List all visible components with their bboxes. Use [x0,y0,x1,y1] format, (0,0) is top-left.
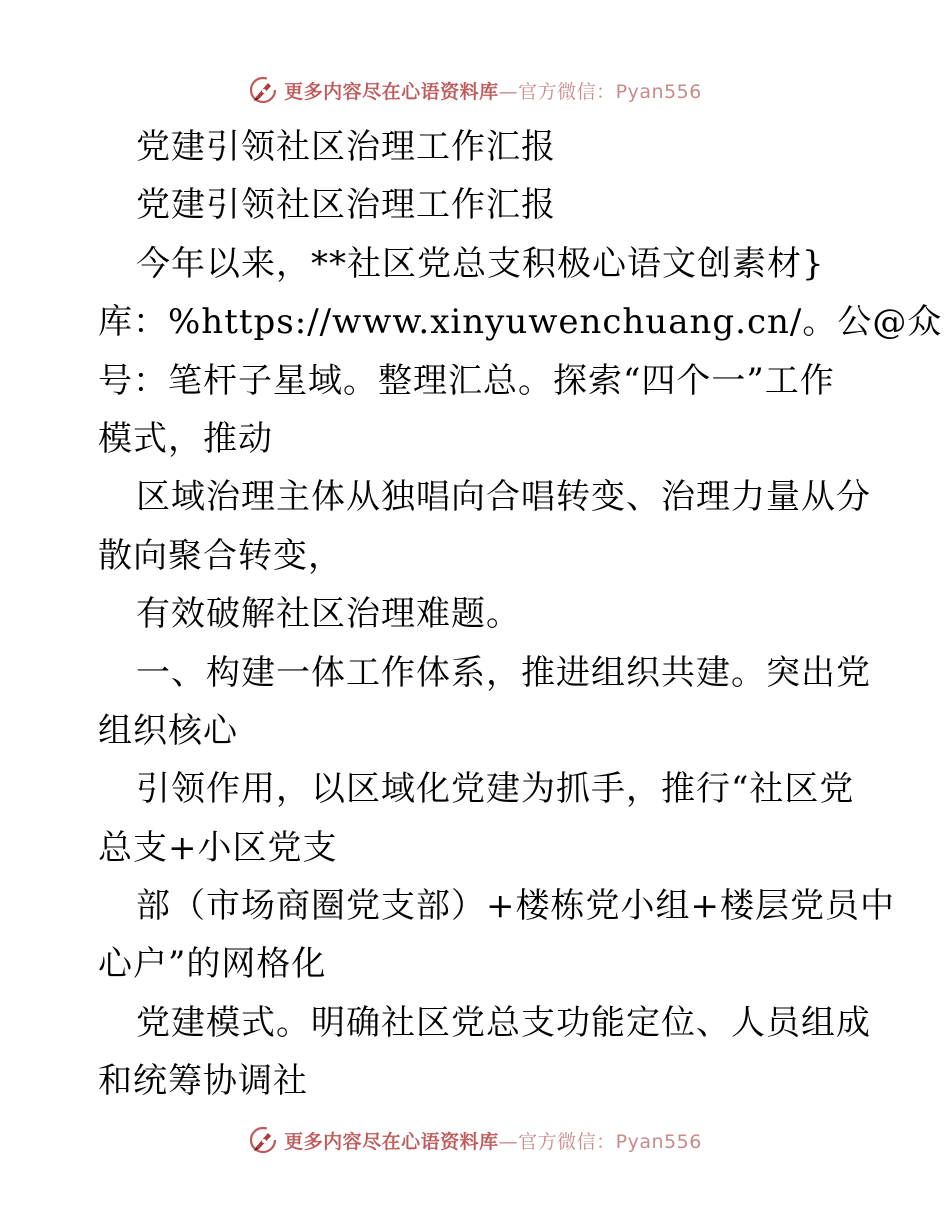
document-body [98,118,943,1111]
paragraph-line: 号：笔杆子星域。整理汇总。探索“四个一”工作 [98,360,835,401]
paragraph-line: 引领作用，以区域化党建为抓手，推行“社区党 [136,769,855,810]
section-heading: 一、构建一体工作体系，推进组织共建。突出党 [136,652,871,693]
paragraph-line: 散向聚合转变， [98,535,343,576]
header-banner [0,70,950,110]
paragraph-line: 总支+小区党支 [98,827,338,868]
banner-text [284,77,702,104]
paragraph-line: 区域治理主体从独唱向合唱转变、治理力量从分 [136,477,871,518]
quill-pen-logo-icon [248,75,278,105]
paragraph-line: 库：%https://www.xinyuwenchuang.cn/。公@众 [98,302,943,343]
paragraph-line: 部（市场商圈党支部）+楼栋党小组+楼层党员中 [136,886,895,927]
paragraph-line: 有效破解社区治理难题。 [136,594,521,635]
quill-pen-logo-icon [248,1125,278,1155]
paragraph-line: 心户”的网格化 [98,944,327,985]
paragraph-line: 党建模式。明确社区党总支功能定位、人员组成 [136,1002,871,1043]
paragraph-line: 组织核心 [98,710,238,751]
banner-text [284,1127,702,1154]
doc-title: 党建引领社区治理工作汇报 [136,127,556,167]
paragraph-line: 今年以来，**社区党总支积极心语文创素材} [136,243,825,284]
banner-brand: 更多内容尽在心语资料库 [284,1130,499,1153]
paragraph-line: 模式，推动 [98,418,273,459]
footer-banner [0,1120,950,1160]
paragraph-line: 和统筹协调社 [98,1061,308,1102]
banner-wechat: —官方微信：Pyan556 [498,80,702,103]
banner-wechat: —官方微信：Pyan556 [498,1130,702,1153]
doc-subtitle: 党建引领社区治理工作汇报 [136,185,556,226]
banner-brand: 更多内容尽在心语资料库 [284,80,499,103]
